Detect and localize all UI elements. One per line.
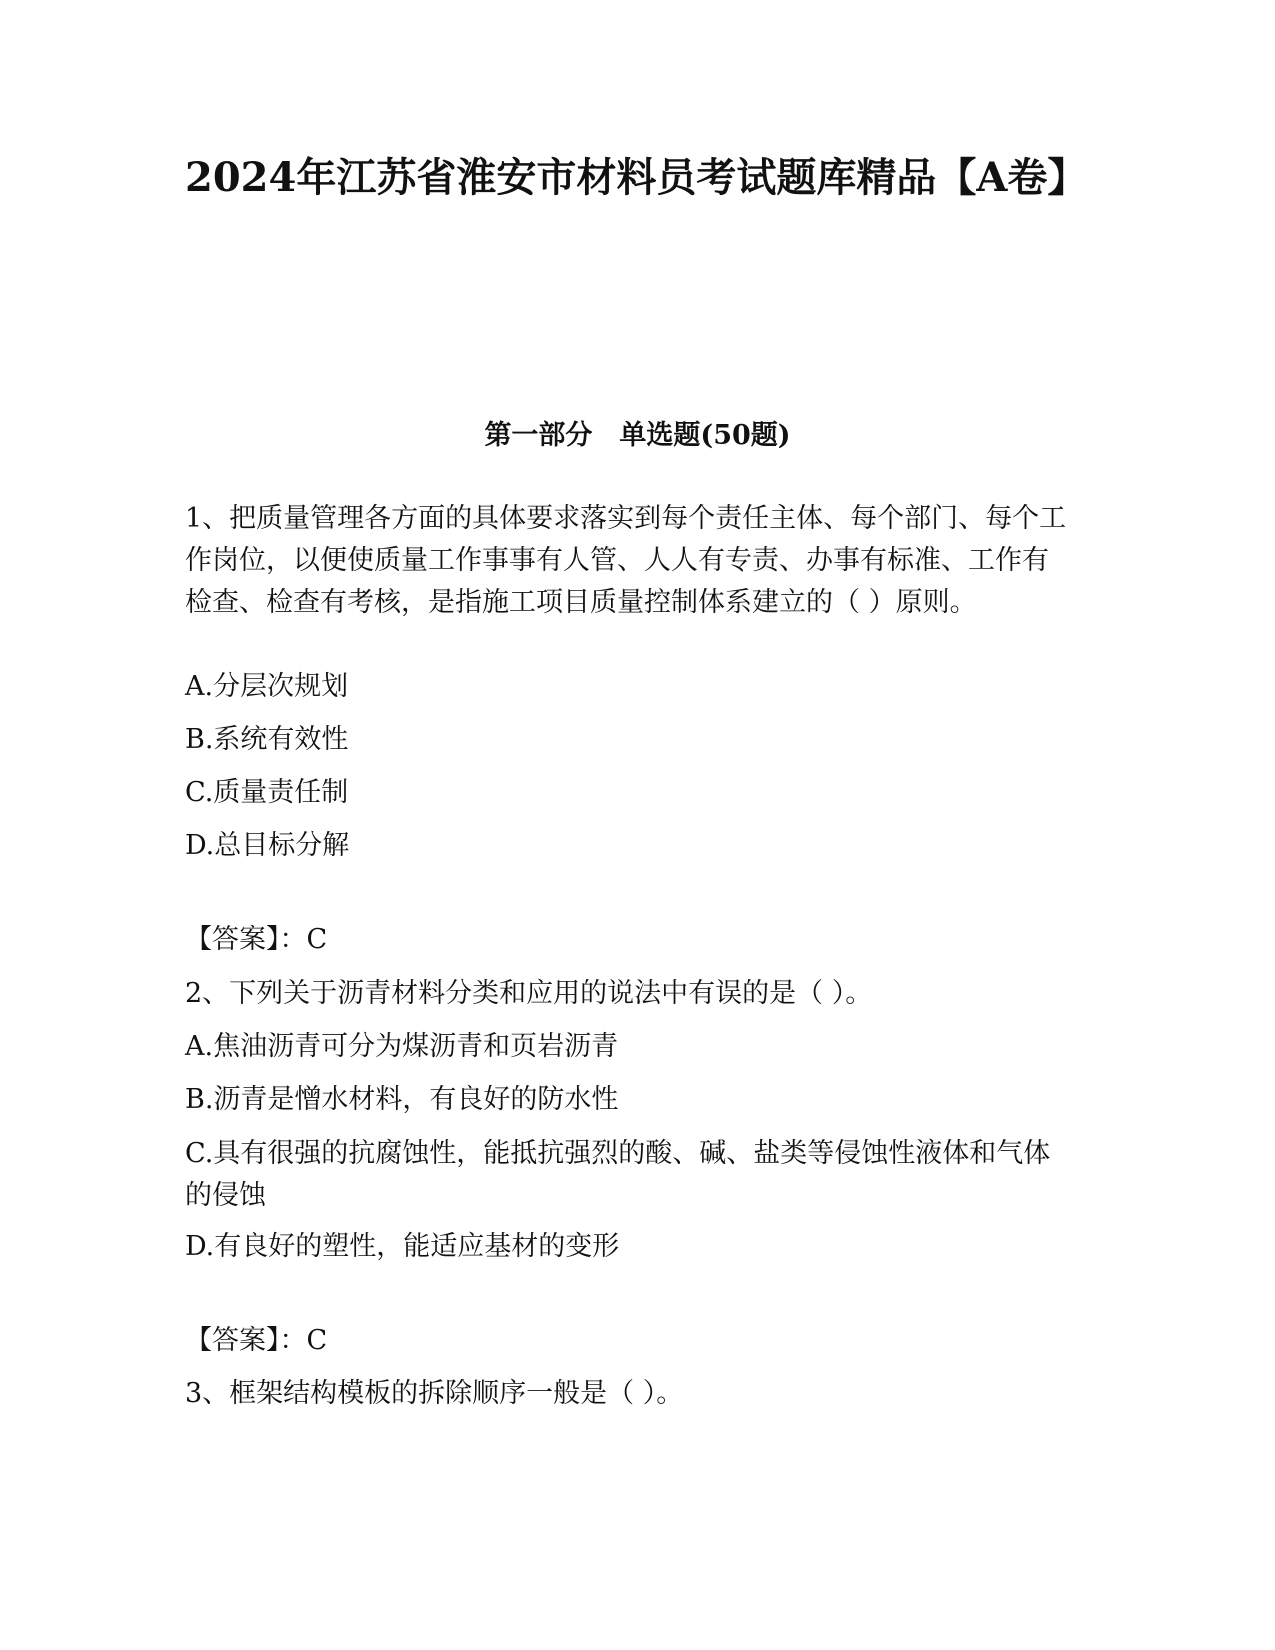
question-1-option-d: D.总目标分解 [185, 830, 350, 861]
question-2-stem: 2、下列关于沥青材料分类和应用的说法中有误的是（ ）。 [185, 978, 873, 1009]
question-2-option-d: D.有良好的塑性，能适应基材的变形 [185, 1231, 620, 1262]
question-1-answer: 【答案】：C [185, 924, 328, 955]
question-1-option-b: B.系统有效性 [185, 724, 349, 755]
question-2-option-b: B.沥青是憎水材料，有良好的防水性 [185, 1084, 619, 1115]
question-1-option-c: C.质量责任制 [185, 777, 349, 808]
question-2-option-c: C.具有很强的抗腐蚀性，能抵抗强烈的酸、碱、盐类等侵蚀性液体和气体的侵蚀 [185, 1138, 1051, 1211]
question-1-option-a: A.分层次规划 [185, 671, 349, 702]
question-2-option-a: A.焦油沥青可分为煤沥青和页岩沥青 [185, 1031, 619, 1062]
section-heading: 第一部分 单选题(50题) [484, 420, 791, 451]
document-title: 2024年江苏省淮安市材料员考试题库精品【A卷】 [185, 154, 1088, 201]
question-1-stem: 1、把质量管理各方面的具体要求落实到每个责任主体、每个部门、每个工作岗位，以便使质量工作事事有人管、人人有专责、办事有标准、工作有检查、检查有考核，是指施工项目质量控制体系建立的（ ）原则。 [185, 503, 1067, 618]
question-2-answer: 【答案】：C [185, 1325, 328, 1356]
question-3-stem: 3、框架结构模板的拆除顺序一般是（ ）。 [185, 1378, 684, 1409]
